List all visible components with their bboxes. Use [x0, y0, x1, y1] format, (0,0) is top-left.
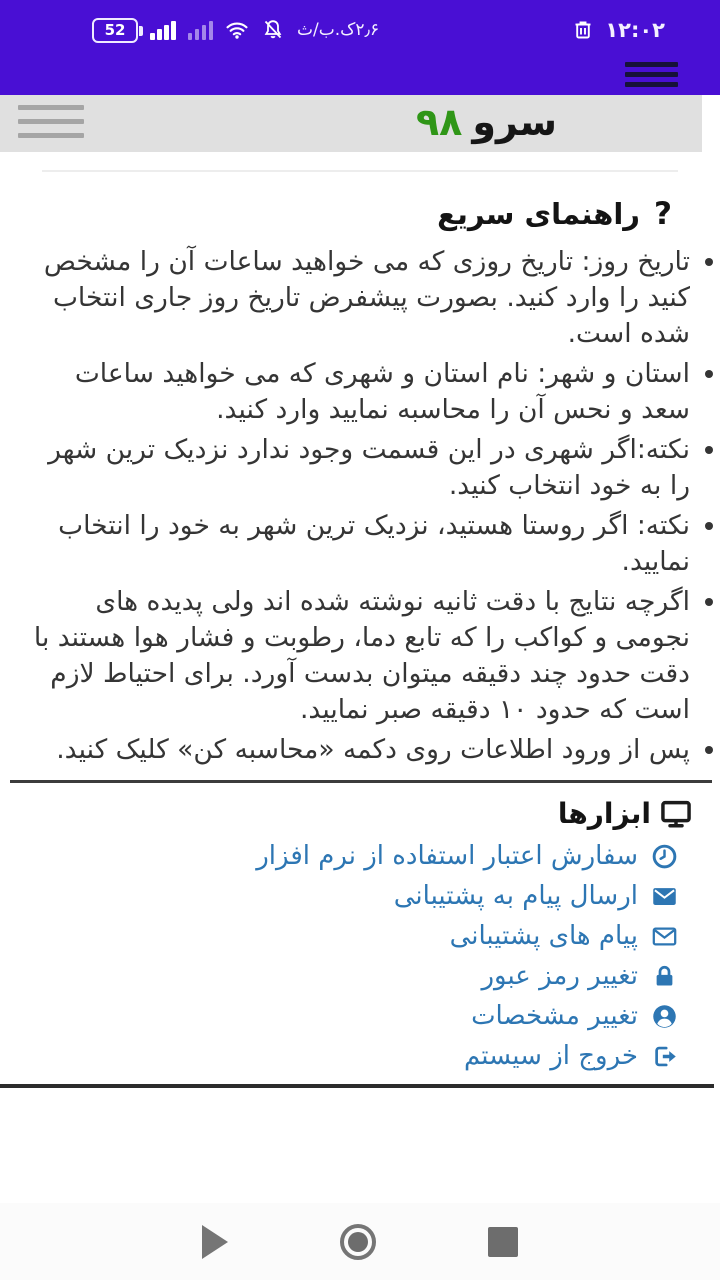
guide-item: • استان و شهر: نام استان و شهری که می خواهید ساعات سعد و نحس آن را محاسبه نمایید وارد کنید.	[24, 356, 690, 428]
page-toolbar	[0, 95, 702, 152]
tool-label: پیام های پشتیبانی	[449, 921, 638, 951]
page-hamburger-icon[interactable]	[18, 105, 84, 147]
clock-icon	[651, 843, 678, 870]
android-nav-bar	[0, 1203, 720, 1280]
trash-status-icon	[571, 18, 595, 42]
back-button[interactable]	[202, 1225, 228, 1259]
home-button[interactable]	[340, 1224, 376, 1260]
guide-item: • اگرچه نتایج با دقت ثانیه نوشته شده اند ولی پدیده های نجومی و کواکب را که تابع دما، رطوبت و فشار هوا هستند با دقت حدود چند دقیقه میتوان بدست آورد. برای احتیاط لازم است که حدود ۱۰ دقیقه صبر نمایید.	[24, 584, 690, 728]
envelope-outline-icon	[651, 923, 678, 950]
recents-button[interactable]	[488, 1227, 518, 1257]
guide-item: • پس از ورود اطلاعات روی دکمه «محاسبه کن» کلیک کنید.	[24, 732, 690, 768]
app-header	[0, 60, 720, 95]
guide-item: • تاریخ روز: تاریخ روزی که می خواهید ساعات آن را مشخص کنید را وارد کنید. بصورت پیشفرض تاریخ روز جاری انتخاب شده است.	[24, 244, 690, 352]
menu-hamburger-icon[interactable]	[625, 62, 678, 92]
guide-list	[0, 242, 720, 768]
tool-order-credit[interactable]	[0, 836, 678, 876]
tool-support-messages[interactable]	[0, 916, 678, 956]
tool-label: سفارش اعتبار استفاده از نرم افزار	[256, 841, 638, 871]
tools-divider	[10, 780, 712, 783]
tool-label: تغییر مشخصات	[471, 1001, 638, 1031]
tool-label: ارسال پیام به پشتیبانی	[393, 881, 638, 911]
app-logo	[416, 100, 557, 144]
guide-item: • نکته: اگر روستا هستید، نزدیک ترین شهر به خود را انتخاب نمایید.	[24, 508, 690, 580]
quick-guide-header	[0, 196, 672, 232]
user-circle-icon	[651, 1003, 678, 1030]
tool-send-message[interactable]	[0, 876, 678, 916]
bottom-divider	[0, 1084, 714, 1088]
tools-header	[0, 797, 692, 830]
quick-guide-title: راهنمای سریع	[437, 197, 641, 231]
tool-label: خروج از سیستم	[463, 1041, 638, 1071]
envelope-filled-icon	[651, 883, 678, 910]
status-bar	[0, 0, 720, 60]
question-mark-icon: ?	[654, 196, 672, 232]
tool-logout[interactable]	[0, 1036, 678, 1076]
signal-sim2-icon	[188, 20, 214, 40]
tool-edit-profile[interactable]	[0, 996, 678, 1036]
guide-item: • نکته:اگر شهری در این قسمت وجود ندارد نزدیک ترین شهر را به خود انتخاب کنید.	[24, 432, 690, 504]
bell-muted-icon	[261, 18, 285, 42]
main-content	[0, 170, 720, 1088]
tool-label: تغییر رمز عبور	[481, 961, 638, 991]
logout-icon	[651, 1043, 678, 1070]
signal-sim1-icon	[150, 20, 176, 40]
tools-title: ابزارها	[557, 797, 651, 830]
logo-number: ۹۸	[415, 100, 463, 144]
wifi-icon	[225, 18, 249, 42]
monitor-icon	[660, 798, 692, 830]
top-divider	[42, 170, 678, 172]
logo-name: سرو	[472, 100, 557, 144]
tool-change-password[interactable]	[0, 956, 678, 996]
lock-icon	[651, 963, 678, 990]
status-time: ۱۲:۰۲	[605, 18, 665, 42]
network-speed: ۲٫۶ک.ب/ث	[297, 20, 380, 40]
battery-icon	[92, 18, 138, 43]
battery-percent: 52	[104, 21, 126, 39]
